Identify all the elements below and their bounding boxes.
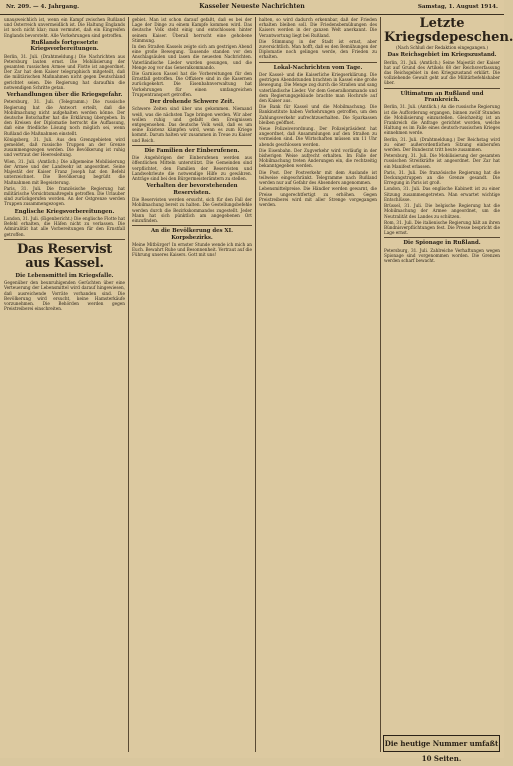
article-heading: Die Lebensmittel im Kriegsfalle. — [15, 272, 114, 279]
article-text: London, 31. Juli. (Eigenbericht.) Die englische Flotte hat Befehl erhalten, die Häfen nicht zu verlassen. Die Admiralität hat alle Vorbereitungen für den Ernstfall getroffen. — [4, 215, 125, 237]
article-text: Petersburg, 31. Juli. Die Mobilisierung der gesamten russischen Streitkräfte ist angeordnet. Der Zar hat ein Manifest erlassen. — [384, 153, 500, 169]
column-2 — [132, 17, 252, 754]
headline-large: Das Reservist aus Kassel. — [17, 241, 112, 271]
divider — [259, 62, 377, 63]
article-text: halten, so wird dadurch erkennbar, daß der Frieden erhalten bleiben soll. Die Friedensbemühungen des Kaisers werden in der ganzen Welt anerkannt. Die Verantwortung liegt bei Rußland. — [259, 17, 377, 38]
article-text: In den Straßen Kassels zeigte sich am gestrigen Abend eine große Bewegung. Tausende standen vor den Anschlagsäulen und lasen die neuesten Nachrichten. Vaterländische Lieder wurden gesungen, und die Menge zog vor das Generalkommando. — [132, 44, 252, 70]
article-text: Die Bank für Kassel und die Mobilmachung. Die Bankinstitute haben Vorkehrungen getroffen, um den Zahlungsverkehr aufrechtzuerhalten. Die Sparkassen bleiben geöffnet. — [259, 104, 377, 125]
divider — [132, 145, 252, 146]
article-text: Berlin, 31. Juli. (Amtlich.) An die russische Regierung ist die Aufforderung ergangen, binnen zwölf Stunden die Mobilisierung einzustellen. Gleichzeitig ist an Frankreich die Anfrage gerichtet worden, welche Haltung es im Falle eines deutsch-russischen Krieges einnehmen werde. — [384, 104, 500, 136]
column-4 — [384, 16, 513, 732]
article-text: Rom, 31. Juli. Die italienische Regierung hält an ihren Bündnisverpflichtungen fest. Die Presse bespricht die Lage ernst. — [384, 219, 500, 236]
article-heading: Rußlands fortgesetzte Kriegsvorbereitungen. — [30, 39, 99, 53]
article-heading: Verhandlungen über die Kriegsgefahr. — [6, 92, 123, 99]
column-rule — [255, 17, 256, 752]
divider — [132, 225, 252, 226]
page-count-box: Die heutige Nummer umfaßt 10 Seiten. — [383, 735, 500, 752]
article-heading: Die Familien der Einberufenen. — [144, 147, 240, 154]
article-text: Petersburg, 31. Juli. Zahlreiche Verhaftungen wegen Spionage sind vorgenommen worden. Die Grenzen werden scharf bewacht. — [384, 247, 500, 264]
article-text: Die Reservisten werden ersucht, sich für den Fall der Mobilmachung bereit zu halten. Die Gestellungsbefehle werden durch die Bezirkskommandos zugestellt. Jeder Mann hat sich pünktlich am angegebenen Ort einzufinden. — [132, 197, 252, 223]
article-text: Berlin, 31. Juli. (Amtlich.) Seine Majestät der Kaiser hat auf Grund des Artikels 68 der Reichsverfassung das Reichsgebiet in den Kriegszustand erklärt. Die vollziehende Gewalt geht auf die Militärbefehlshaber über. — [384, 59, 500, 86]
article-text: Neue Polizeiverordnung. Der Polizeipräsident hat angeordnet, daß Ansammlungen auf den Straßen zu vermeiden sind. Die Wirtschaften müssen um 11 Uhr abends geschlossen werden. — [259, 126, 377, 147]
article-heading: Der drohende Schwere Zeit. — [149, 99, 235, 106]
column-rule — [380, 17, 381, 752]
column-1 — [4, 17, 125, 754]
article-heading: An die Bevölkerung des XI. Korpsbezirks. — [150, 228, 234, 241]
article-text: unausweichlich ist, wenn ein Kampf zwischen Rußland und Österreich unvermeidlich ist. Die Haltung Englands ist noch nicht klar; man vermutet, daß ein Eingreifen Englands bevorsteht. Alle Vorkehrungen sind getroffen. — [4, 17, 125, 38]
article-text: Schwere Zeiten sind über uns gekommen. Niemand weiß, was die nächsten Tage bringen werden. Wir aber wollen ruhig und gefaßt den Ereignissen entgegensehen. Das deutsche Volk weiß, daß es um seine Existenz kämpfen wird, wenn es zum Kriege kommt. Darum halten wir zusammen in Treue zu Kaiser und Reich. — [132, 106, 252, 143]
article-heading: Die Spionage in Rußland. — [403, 240, 481, 247]
newspaper-title: Kasseler Neueste Nachrichten — [199, 3, 305, 10]
article-heading: Verhalten der bevorstehenden Reservisten. — [146, 183, 238, 196]
article-heading: Das Reichsgebiet im Kriegszustand. — [387, 52, 497, 59]
issue-number: Nr. 209. — 4. Jahrgang. — [6, 4, 80, 10]
article-text: gebiet. Man ist schon darauf gefaßt, daß es bei der Lage der Dinge zu einem Kampfe kommen wird. Das deutsche Volk steht einig und entschlossen hinter seinem Kaiser. Überall herrscht eine gehobene Stimmung. — [132, 17, 252, 43]
article-text: Berlin, 31. Juli. (Drahtmeldung.) Die Nachrichten aus Petersburg lauten ernst. Die Mobilisierung der gesamten russischen Armee und Flotte ist angeordnet. Der Zar hat dem Kaiser telegraphisch mitgeteilt, daß die militärischen Maßnahmen nicht gegen Deutschland gerichtet seien. Die Regierung hat daraufhin die notwendigen Schritte getan. — [4, 53, 125, 90]
column-3 — [259, 17, 377, 754]
article-text: London, 31. Juli. Das englische Kabinett ist zu einer Sitzung zusammengetreten. Man erwartet wichtige Entschlüsse. — [384, 186, 500, 202]
article-text: Die Eisenbahn. Der Zugverkehr wird vorläufig in der bisherigen Weise aufrecht erhalten. Im Falle der Mobilmachung treten Änderungen ein, die rechtzeitig bekanntgegeben werden. — [259, 147, 377, 169]
column-rule — [128, 17, 129, 752]
article-text: Petersburg, 31. Juli. (Telegramm.) Die russische Regierung hat die Antwort erteilt, daß die Mobilmachung nicht aufgehalten werden könne. Der deutsche Botschafter hat die Erklärung übergeben. In den Kreisen der Diplomatie herrscht die Auffassung, daß eine friedliche Lösung noch möglich sei, wenn Rußland die Maßnahmen einstellt. — [4, 99, 125, 136]
article-text: Wien, 31. Juli. (Amtlich.) Die allgemeine Mobilisierung der Armee und der Landwehr ist angeordnet. Seine Majestät der Kaiser Franz Joseph hat den Befehl unterzeichnet. Die Bevölkerung begrüßt die Maßnahmen mit Begeisterung. — [4, 158, 125, 185]
article-text: Berlin, 31. Juli. (Drahtmeldung.) Der Reichstag wird zu einer außerordentlichen Sitzung einberufen werden. Der Bundesrat tritt heute zusammen. — [384, 136, 500, 153]
divider — [384, 88, 500, 89]
article-text: Die Stimmung in der Stadt ist ernst, aber zuversichtlich. Man hofft, daß es den Bemühungen der Diplomatie noch gelingen werde, den Frieden zu erhalten. — [259, 38, 377, 60]
page-header — [0, 0, 504, 15]
article-text: Die Garnison Kassel hat die Vorbereitungen für den Ernstfall getroffen. Die Offiziere sind in die Kasernen zurückgekehrt. Die Eisenbahnverwaltung hat Vorkehrungen für einen umfangreichen Truppentransport getroffen. — [132, 71, 252, 97]
article-text: Die Angehörigen der Einberufenen werden aus öffentlichen Mitteln unterstützt. Die Gemeinden sind verpflichtet, den Familien der Reservisten und Landwehrleute die notwendige Hilfe zu gewähren. Anträge sind bei den Bürgermeisterämtern zu stellen. — [132, 155, 252, 182]
article-text: Meine Mitbürger! In ernster Stunde wende ich mich an Euch. Bewahrt Ruhe und Besonnenheit. Vertraut auf die Führung unseres Kaisers. Gott mit uns! — [132, 241, 252, 258]
article-heading: Ultimatum an Rußland und Frankreich. — [400, 90, 484, 104]
headline-subtitle: (Nach Schluß der Redaktion eingegangen.) — [395, 45, 489, 50]
article-text: Gegenüber den beunruhigenden Gerüchten über eine Verteuerung der Lebensmittel wird darauf hingewiesen, daß ausreichende Vorräte vorhanden sind. Die Bevölkerung wird ersucht, keine Hamsterkäufe vorzunehmen. Die Behörden werden gegen Preistreiberei einschreiten. — [4, 280, 125, 312]
article-text: Lebensmittelpreise. Die Händler werden gewarnt, die Preise ungerechtfertigt zu erhöhen. Gegen Preistreiberei wird mit aller Strenge vorgegangen werden. — [259, 186, 377, 207]
article-text: Die Post. Der Postverkehr mit dem Auslande ist teilweise eingeschränkt. Telegramme nach Rußland werden nur auf Gefahr des Absenders angenommen. — [259, 169, 377, 186]
article-text: Brüssel, 31. Juli. Die belgische Regierung hat die Mobilmachung der Armee angeordnet, um die Neutralität des Landes zu schützen. — [384, 203, 500, 219]
article-text: Königsberg, 31. Juli. Aus den Grenzgebieten wird gemeldet, daß russische Truppen an der Grenze zusammengezogen werden. Die Bevölkerung ist ruhig und vertraut der Heeresleitung. — [4, 136, 125, 158]
article-text: Der Kassel- und die Kaiserliche Kriegserklärung. Die gestrigen Abendstunden brachten in Kassel eine große Bewegung. Die Menge zog durch die Straßen und sang vaterländische Lieder. Vor dem Generalkommando und dem Regierungsgebäude brachte man Hochrufe auf den Kaiser aus. — [259, 72, 377, 104]
article-heading: Englische Kriegsvorbereitungen. — [14, 208, 115, 215]
headline-large: Letzte Kriegsdepeschen. — [384, 16, 513, 45]
divider — [4, 239, 125, 240]
article-text: Paris, 31. Juli. Die französische Regierung hat die Deckungstruppen an die Grenze gesandt. Die Erregung in Paris ist groß. — [384, 169, 500, 186]
issue-date: Samstag, 1. August 1914. — [417, 4, 498, 10]
article-text: Paris, 31. Juli. Die französische Regierung hat militärische Vorsichtsmaßregeln getroffen. Die Urlauber sind zurückgerufen worden. An der Ostgrenze werden Truppen zusammengezogen. — [4, 185, 125, 207]
divider — [384, 237, 500, 238]
article-heading: Lokal-Nachrichten vom Tage. — [273, 64, 363, 71]
